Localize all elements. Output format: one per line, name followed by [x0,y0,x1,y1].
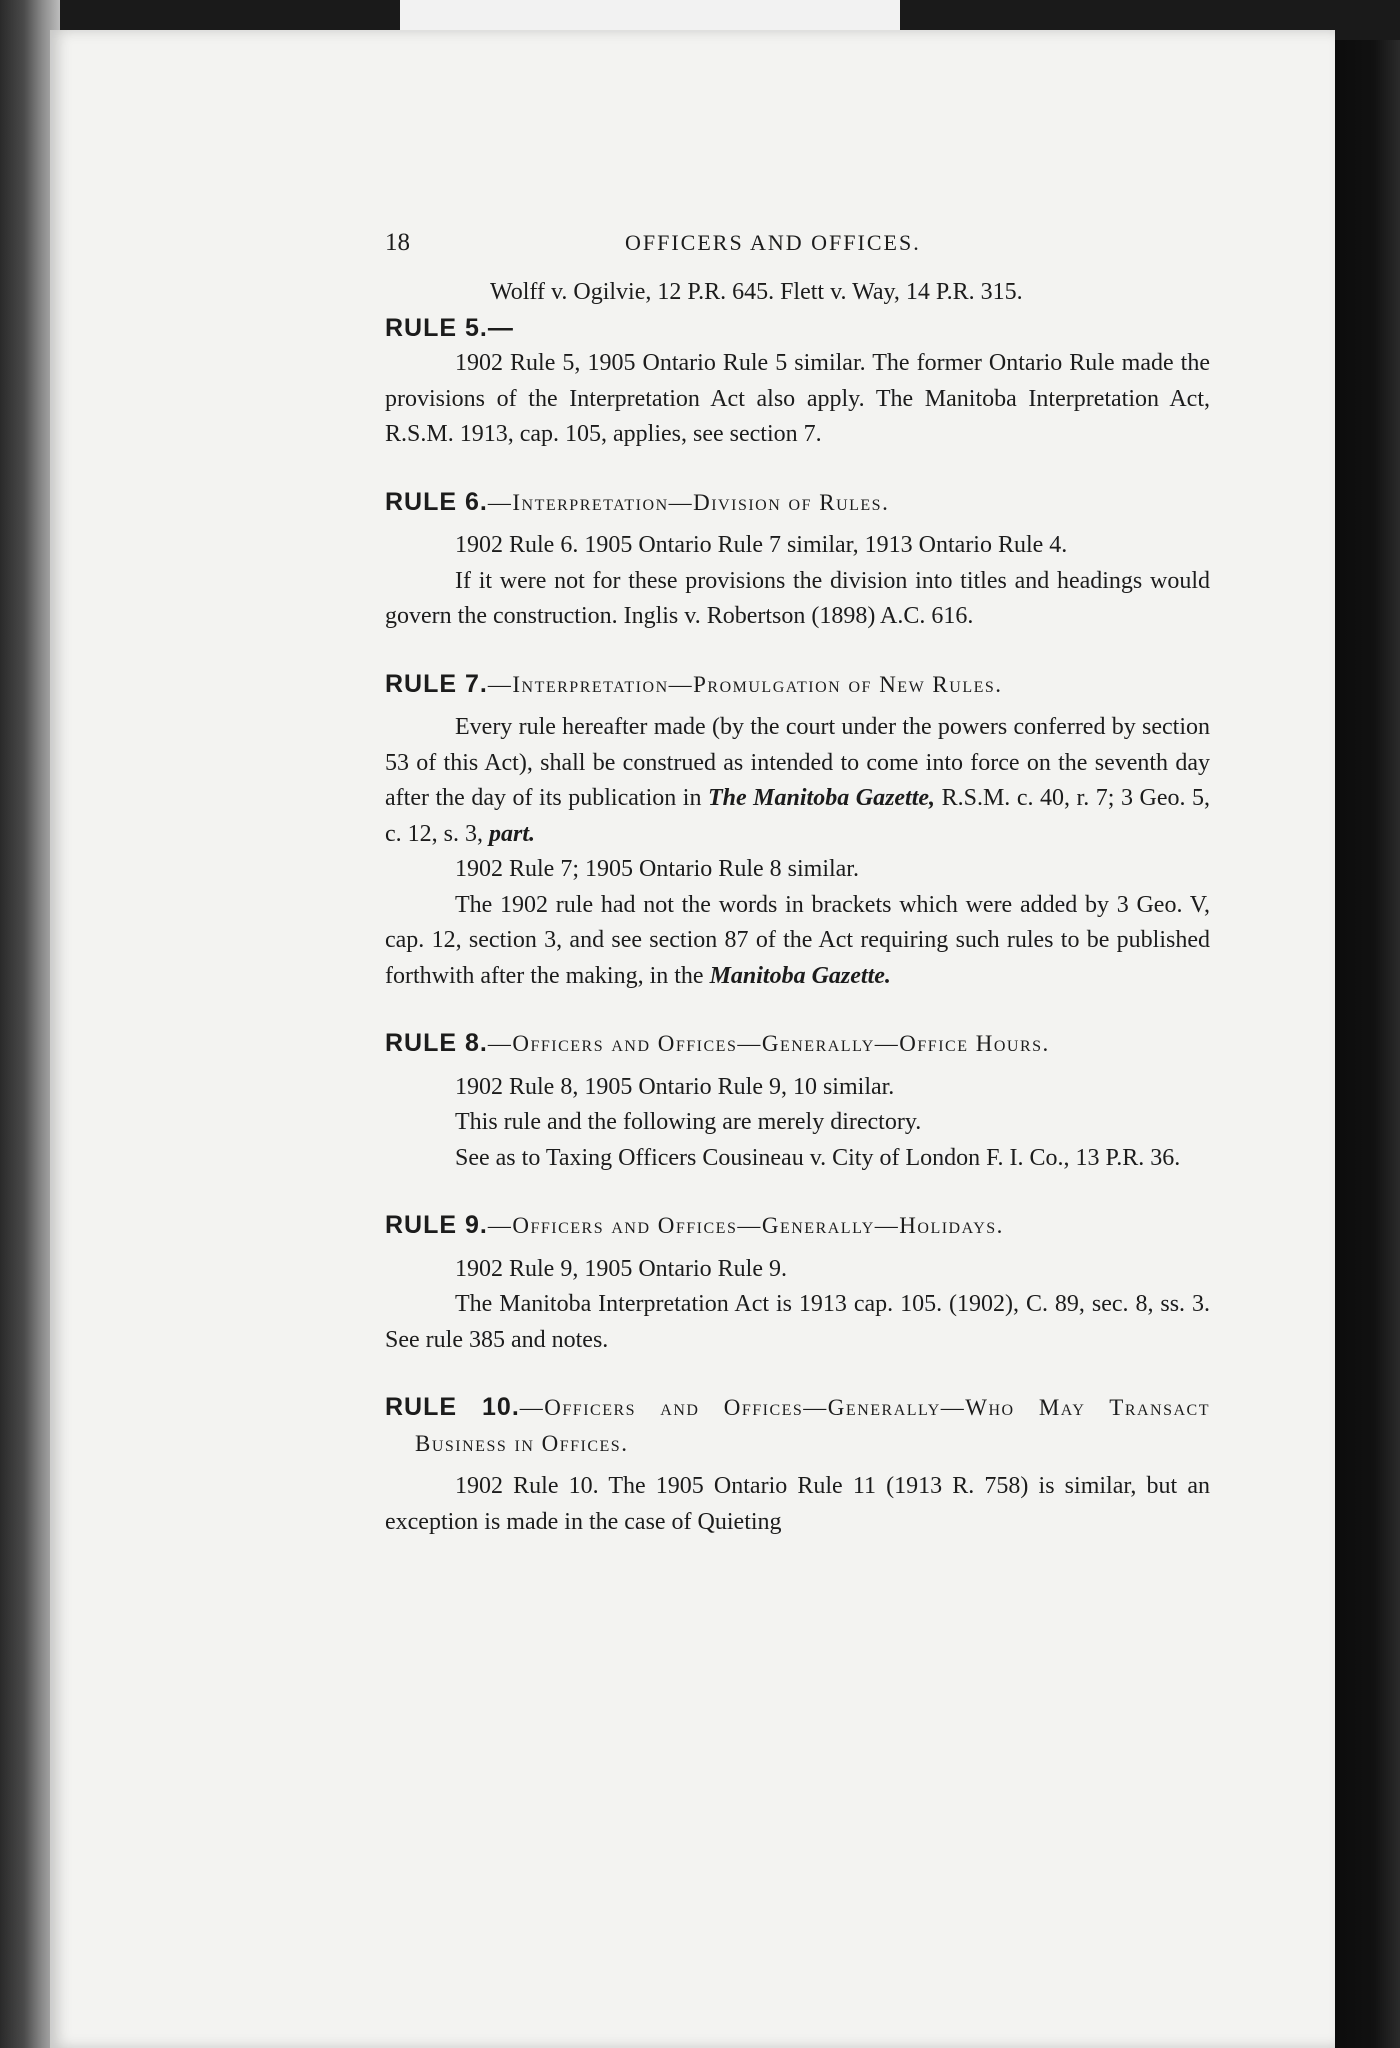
rule-number: RULE 8. [385,1029,488,1057]
rule-heading [385,1390,1210,1461]
gazette-title: Manitoba Gazette. [709,962,891,989]
scan-right-edge [1335,40,1400,2048]
rule-title: —Officers and Offices—Generally—Who May Transact Business in Offices. [415,1395,1210,1456]
rule-number: RULE 6. [385,487,488,516]
rule-paragraph: 1902 Rule 9, 1905 Ontario Rule 9. [455,1255,787,1282]
rule-9 [385,1208,1210,1358]
gazette-title: The Manitoba Gazette, [707,785,936,811]
rule-paragraph: The Manitoba Interpretation Act is 1913 cap. 105. (1902), C. 89, sec. 8, ss. 3. See rule 385 and notes. [385,1291,1210,1353]
rule-paragraph: This rule and the following are merely directory. [455,1109,922,1135]
running-head-title: OFFICERS AND OFFICES. [625,230,921,255]
rule-7 [385,667,1210,995]
rule-paragraph [385,710,1210,852]
rule-heading [385,311,1210,347]
rule-paragraph: 1902 Rule 10. The 1905 Ontario Rule 11 (1913 R. 758) is similar, but an exception is made in the case of Quieting [385,1473,1210,1535]
rule-heading [385,1208,1210,1244]
rule-heading [385,485,1210,521]
rule-number: RULE 9. [385,1211,488,1239]
rule-title: —Interpretation—Division of Rules. [487,489,890,515]
rule-title: —Officers and Offices—Generally—Holidays. [487,1213,1004,1238]
page-content [385,225,1210,1540]
rule-paragraph: If it were not for these provisions the division into titles and headings would govern the construction. Inglis v. Robertson (1898) A.C. 616. [385,567,1210,629]
rule-text: Every rule hereafter made (by the court under the powers conferred by section 53 of this Act), shall be construed as intended to come into force on the seventh day after the day of its publication in [385,714,1210,811]
rule-number: RULE 7. [385,669,488,698]
rule-title: —Officers and Offices—Generally—Office Hours. [487,1031,1050,1056]
rule-number: RULE 5.— [385,313,514,342]
rule-6 [385,485,1210,635]
page-number: 18 [385,229,410,256]
rule-paragraph [385,888,1210,995]
rule-text: The 1902 rule had not the words in brackets which were added by 3 Geo. V, cap. 12, section 3, and see section 87 of the Act requiring such rules to be published forthwith after the making, in the [385,891,1210,989]
rule-heading [385,667,1210,703]
rule-number: RULE 10. [385,1393,520,1421]
rule-paragraph: 1902 Rule 6. 1905 Ontario Rule 7 similar, 1913 Ontario Rule 4. [455,532,1068,558]
running-head [385,225,1210,265]
part-italic: part. [489,820,536,847]
rule-10 [385,1390,1210,1540]
rule-paragraph: 1902 Rule 5, 1905 Ontario Rule 5 similar. The former Ontario Rule made the provisions of the Interpretation Act also apply. The Manitoba Interpretation Act, R.S.M. 1913, cap. 105, applies, see section 7. [385,350,1210,447]
rule-paragraph: 1902 Rule 7; 1905 Ontario Rule 8 similar. [455,856,859,882]
rule-paragraph: 1902 Rule 8, 1905 Ontario Rule 9, 10 similar. [455,1073,895,1100]
rule-title: —Interpretation—Promulgation of New Rules. [487,671,1003,697]
rule-heading [385,1026,1210,1062]
rule-paragraph: See as to Taxing Officers Cousineau v. City of London F. I. Co., 13 P.R. 36. [455,1144,1181,1171]
rule-5 [385,311,1210,453]
rule-text: R.S.M. c. 40, r. 7; 3 Geo. 5, c. 12, s. 3, [385,785,1211,847]
rule-8 [385,1026,1210,1176]
top-citation: Wolff v. Ogilvie, 12 P.R. 645. Flett v. Way, 14 P.R. 315. [490,279,1023,305]
